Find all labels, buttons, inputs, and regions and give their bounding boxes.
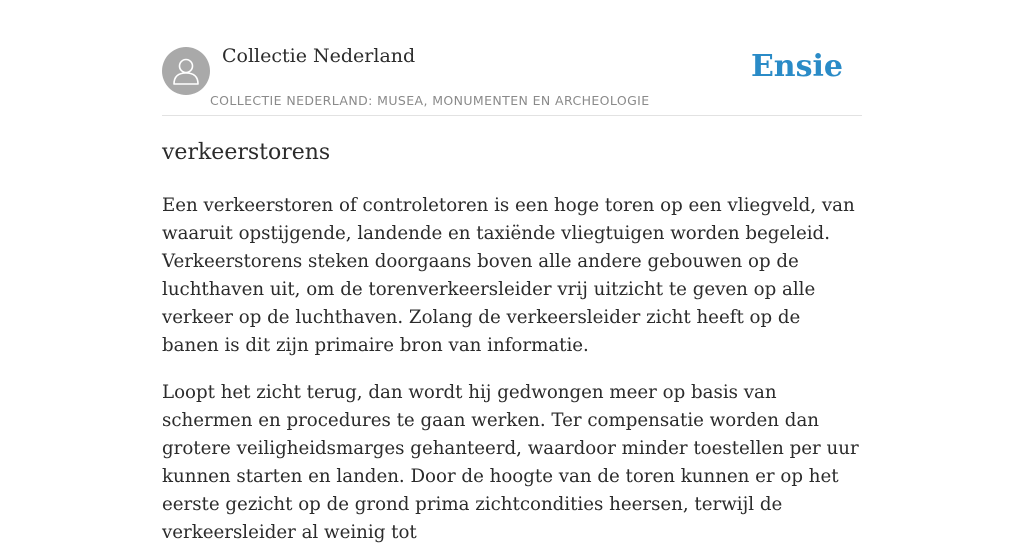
content-container	[162, 0, 862, 543]
author-name[interactable]: Collectie Nederland	[222, 45, 416, 67]
header	[162, 0, 862, 116]
brand-logo[interactable]: Ensie	[750, 49, 843, 84]
article-paragraph: Loopt het zicht terug, dan wordt hij gedwongen meer op basis van schermen en procedures te gaan werken. Ter compensatie worden dan grotere veiligheidsmarges gehanteerd, waardoor minder toestellen per uur kunnen starten en landen. Door de hoogte van de toren kunnen er op het eerste gezicht op de grond prima zichtcondities heersen, terwijl de verkeersleider al weinig tot	[162, 382, 859, 543]
page-title: verkeerstorens	[162, 140, 331, 165]
avatar[interactable]	[162, 47, 210, 95]
user-icon	[172, 56, 200, 86]
collection-label[interactable]: COLLECTIE NEDERLAND: MUSEA, MONUMENTEN EN ARCHEOLOGIE	[210, 93, 650, 108]
article-paragraph: Een verkeerstoren of controletoren is een hoge toren op een vliegveld, van waaruit opstijgende, landende en taxiënde vliegtuigen worden begeleid. Verkeerstorens steken doorgaans boven alle andere gebouwen op de luchthaven uit, om de torenverkeersleider vrij uitzicht te geven op alle verkeer op de luchthaven. Zolang de verkeersleider zicht heeft op de banen is dit zijn primaire bron van informatie.	[162, 195, 855, 356]
